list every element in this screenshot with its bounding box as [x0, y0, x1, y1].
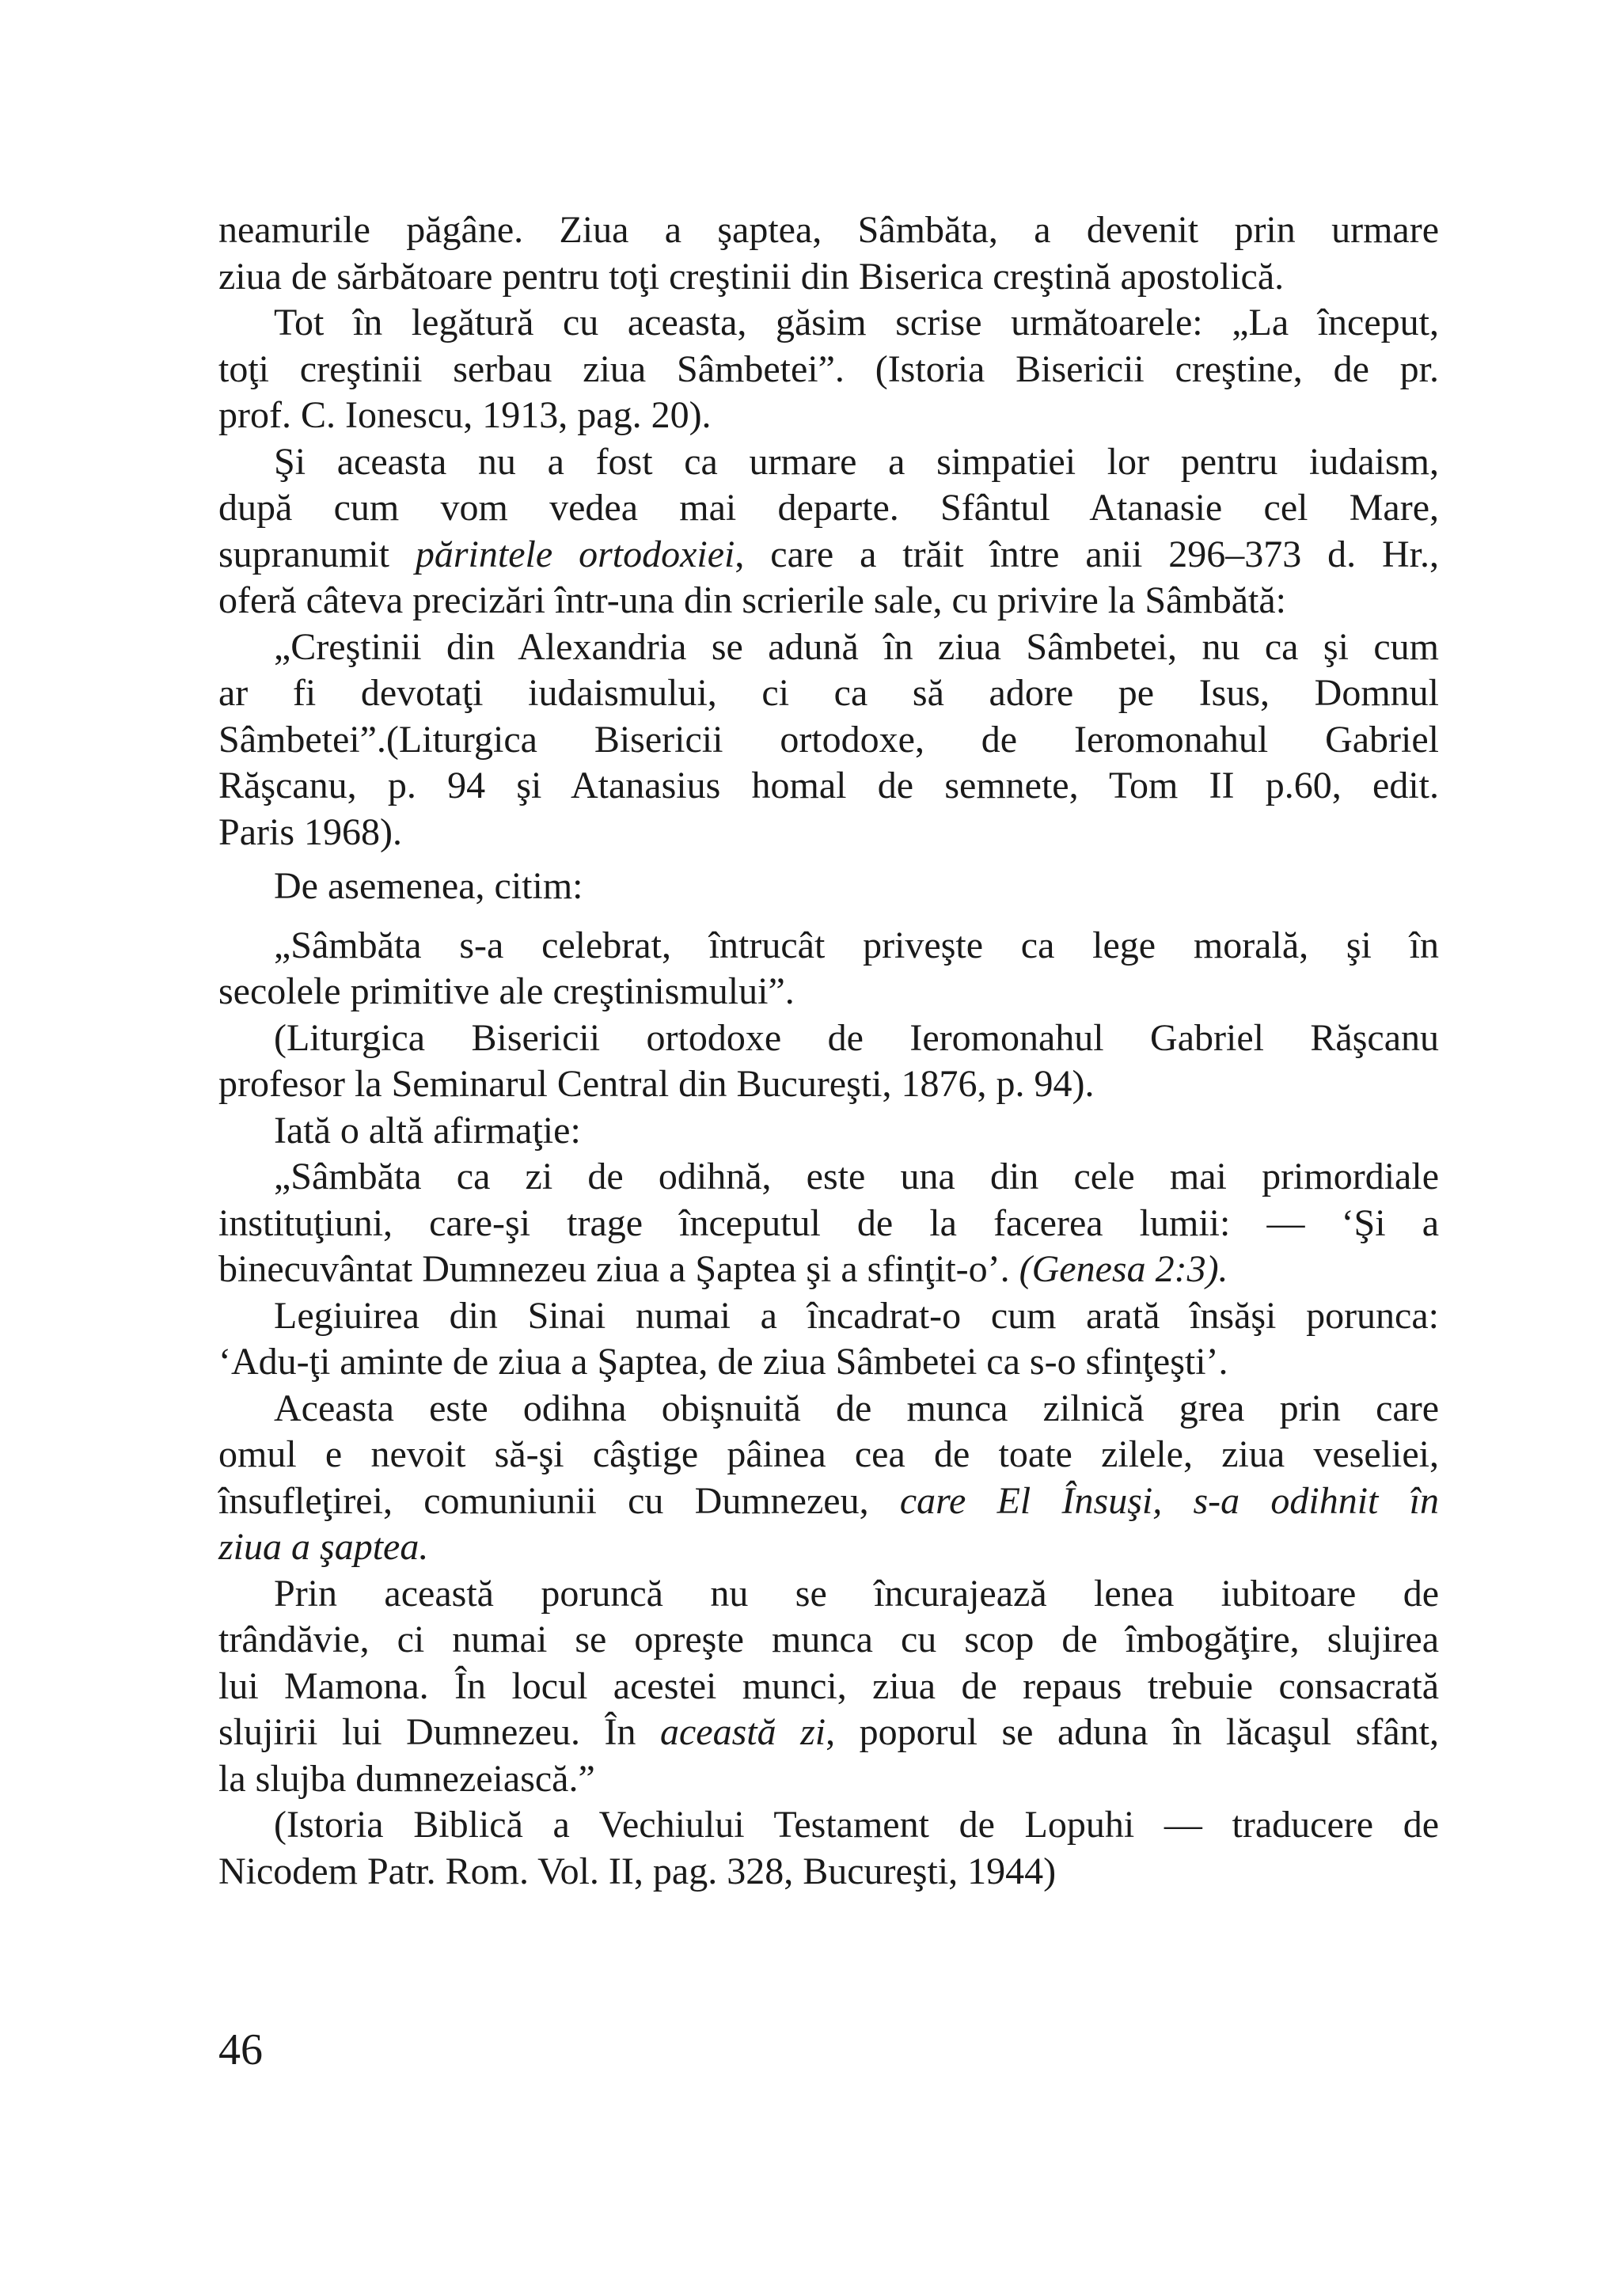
paragraph: [218, 1015, 1439, 1108]
text-line: [218, 1571, 1439, 1618]
paragraph: [218, 1386, 1439, 1571]
text-run: ‘Adu-ţi aminte de ziua a Şaptea, de ziua Sâmbetei ca s-o sfinţeşti’.: [218, 1341, 1228, 1383]
text-line: [218, 717, 1439, 764]
italic-text: ziua a şaptea.: [218, 1526, 429, 1568]
text-line: [218, 207, 1439, 254]
text-run: profesor la Seminarul Central din Bucureşti, 1876, p. 94).: [218, 1063, 1095, 1105]
text-line: [218, 1710, 1439, 1756]
text-line: [218, 578, 1439, 624]
text-run: secolele primitive ale creştinismului”.: [218, 970, 795, 1012]
text-line: [218, 532, 1439, 579]
text-run: Prin această poruncă nu se încurajează lenea iubitoare de: [274, 1572, 1439, 1615]
paragraph: [218, 1802, 1439, 1895]
text-line: [218, 485, 1439, 532]
paragraph: [218, 207, 1439, 300]
text-run: lui Mamona. În locul acestei munci, ziua de repaus trebuie consacrată: [218, 1664, 1439, 1707]
text-line: [218, 1386, 1439, 1433]
italic-text: care El Însuşi, s-a odihnit în: [899, 1479, 1439, 1522]
text-run: binecuvântat Dumnezeu ziua a Şaptea şi a sfinţit-o’.: [218, 1248, 1019, 1290]
text-run: prof. C. Ionescu, 1913, pag. 20).: [218, 394, 712, 436]
text-line: [218, 300, 1439, 347]
text-line: [218, 863, 1439, 910]
text-line: [218, 347, 1439, 393]
text-line: [218, 1756, 1439, 1803]
text-run: oferă câteva precizări într-una din scrierile sale, cu privire la Sâmbătă:: [218, 579, 1287, 621]
text-line: [218, 1293, 1439, 1340]
text-run: „Sâmbăta ca zi de odihnă, este una din cele mai primordiale: [274, 1156, 1439, 1197]
text-line: [218, 439, 1439, 486]
text-line: [218, 254, 1439, 301]
text-run: Sâmbetei”.(Liturgica Bisericii ortodoxe, de Ieromonahul Gabriel: [218, 718, 1439, 761]
italic-text: părintele ortodoxiei: [415, 533, 735, 575]
text-line: [218, 670, 1439, 717]
text-line: [218, 1849, 1439, 1896]
text-line: [218, 1061, 1439, 1108]
text-run: Legiuirea din Sinai numai a încadrat-o cum arată însăşi porunca:: [274, 1294, 1439, 1337]
text-line: [218, 1015, 1439, 1062]
paragraph: [218, 923, 1439, 1015]
text-run: (Istoria Biblică a Vechiului Testament de Lopuhi — traducere de: [274, 1804, 1439, 1846]
text-run: însufleţirei, comuniunii cu Dumnezeu,: [218, 1479, 900, 1522]
text-run: trândăvie, ci numai se opreşte munca cu scop de îmbogăţire, slujirea: [218, 1619, 1439, 1660]
text-line: [218, 969, 1439, 1015]
text-line: [218, 1154, 1439, 1201]
text-run: , care a trăit între anii 296–373 d. Hr.,: [735, 533, 1439, 575]
page-number: 46: [218, 2025, 263, 2074]
text-run: după cum vom vedea mai departe. Sfântul Atanasie cel Mare,: [218, 487, 1439, 529]
text-line: [218, 1247, 1439, 1293]
text-line: [218, 1617, 1439, 1664]
text-run: slujirii lui Dumnezeu. În: [218, 1711, 660, 1753]
text-line: [218, 393, 1439, 439]
text-run: Tot în legătură cu aceasta, găsim scrise următoarele: „La început,: [274, 302, 1439, 343]
text-run: omul e nevoit să-şi câştige pâinea cea de toate zilele, ziua veseliei,: [218, 1433, 1439, 1475]
italic-text: (Genesa 2:3).: [1019, 1248, 1228, 1290]
text-run: Paris 1968).: [218, 810, 402, 853]
text-line: [218, 763, 1439, 810]
paragraph: [218, 1154, 1439, 1293]
text-line: [218, 923, 1439, 970]
paragraph: [218, 300, 1439, 439]
text-run: neamurile păgâne. Ziua a şaptea, Sâmbăta, a devenit prin urmare: [218, 209, 1439, 251]
text-run: Şi aceasta nu a fost ca urmare a simpatiei lor pentru iudaism,: [274, 440, 1439, 483]
text-run: Nicodem Patr. Rom. Vol. II, pag. 328, Bucureşti, 1944): [218, 1850, 1057, 1892]
paragraph: [218, 1571, 1439, 1803]
paragraph: [218, 863, 1439, 910]
text-run: Aceasta este odihna obişnuită de munca zilnică grea prin care: [274, 1387, 1439, 1429]
text-line: [218, 624, 1439, 671]
text-run: ar fi devotaţi iudaismului, ci ca să adore pe Isus, Domnul: [218, 672, 1439, 714]
text-run: supranumit: [218, 533, 416, 575]
text-line: [218, 1664, 1439, 1710]
italic-text: această zi: [659, 1711, 826, 1753]
text-run: toţi creştinii serbau ziua Sâmbetei”. (Istoria Bisericii creştine, de pr.: [218, 347, 1439, 390]
text-run: De asemenea, citim:: [274, 865, 583, 907]
text-run: „Creştinii din Alexandria se adună în ziua Sâmbetei, nu ca şi cum: [274, 625, 1439, 668]
text-run: Iată o altă afirmaţie:: [274, 1109, 581, 1152]
page-body: [218, 207, 1439, 1895]
text-run: Răşcanu, p. 94 şi Atanasius homal de semnete, Tom II p.60, edit.: [218, 765, 1439, 806]
paragraph: [218, 1108, 1439, 1155]
paragraph: [218, 1293, 1439, 1386]
text-line: [218, 1339, 1439, 1386]
text-line: [218, 1108, 1439, 1155]
paragraph: [218, 624, 1439, 856]
text-run: instituţiuni, care-şi trage începutul de la facerea lumii: — ‘Şi a: [218, 1201, 1439, 1244]
text-run: la slujba dumnezeiască.”: [218, 1757, 595, 1800]
text-line: [218, 1478, 1439, 1525]
text-line: [218, 1201, 1439, 1247]
text-run: „Sâmbăta s-a celebrat, întrucât priveşte ca lege morală, şi în: [274, 924, 1439, 966]
text-line: [218, 1432, 1439, 1478]
paragraph: [218, 439, 1439, 624]
text-run: (Liturgica Bisericii ortodoxe de Ieromonahul Gabriel Răşcanu: [274, 1016, 1439, 1059]
text-run: , poporul se aduna în lăcaşul sfânt,: [826, 1711, 1440, 1753]
text-run: ziua de sărbătoare pentru toţi creştinii din Biserica creştină apostolică.: [218, 255, 1285, 298]
text-line: [218, 1802, 1439, 1849]
text-line: [218, 810, 1439, 856]
text-line: [218, 1524, 1439, 1571]
